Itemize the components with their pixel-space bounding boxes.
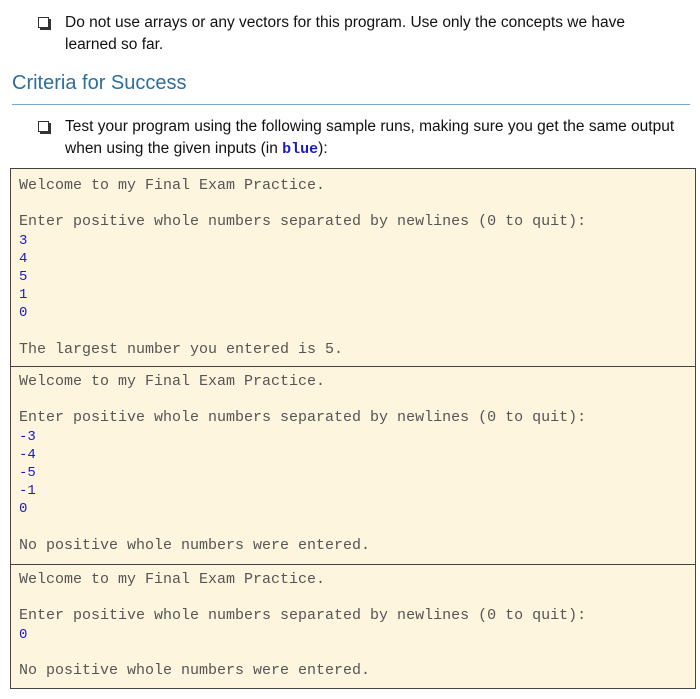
welcome-line: Welcome to my Final Exam Practice.	[19, 177, 326, 194]
result-line: The largest number you entered is 5.	[19, 340, 344, 358]
welcome-line: Welcome to my Final Exam Practice.	[19, 571, 326, 588]
checkbox-icon	[38, 121, 49, 132]
input-line: -1	[19, 483, 36, 500]
input-line: 5	[19, 269, 28, 285]
input-line: -4	[19, 446, 36, 463]
input-line: 0	[19, 501, 28, 518]
sample-run-1	[10, 168, 696, 367]
input-line: 0	[19, 626, 28, 643]
section-divider	[12, 104, 690, 105]
section-title: Criteria for Success	[12, 72, 187, 94]
welcome-line: Welcome to my Final Exam Practice.	[19, 373, 326, 390]
prompt-line: Enter positive whole numbers separated by newlines (0 to quit):	[19, 409, 587, 427]
prompt-line: Enter positive whole numbers separated by newlines (0 to quit):	[19, 607, 587, 625]
sample-run-2	[10, 366, 696, 565]
input-line: 3	[19, 232, 28, 249]
result-line: No positive whole numbers were entered.	[19, 536, 371, 554]
input-line: 4	[19, 250, 28, 267]
bullet-criteria	[38, 116, 678, 161]
bullet-text-before: Test your program using the following sample runs, making sure you get the same output when using the given inputs (in	[65, 118, 675, 157]
input-line: 1	[19, 287, 28, 304]
input-line: -5	[19, 465, 36, 481]
input-line: 0	[19, 305, 28, 322]
sample-run-3	[10, 564, 696, 689]
prompt-line: Enter positive whole numbers separated by newlines (0 to quit):	[19, 213, 587, 231]
bullet-no-arrays	[38, 12, 678, 56]
checkbox-icon	[38, 17, 49, 28]
bullet-text	[65, 116, 678, 161]
bullet-text-after: ):	[318, 140, 328, 157]
bullet-text: Do not use arrays or any vectors for this program. Use only the concepts we have learned so far.	[65, 14, 625, 53]
input-line: -3	[19, 428, 36, 445]
code-word-blue: blue	[282, 141, 319, 158]
result-line: No positive whole numbers were entered.	[19, 661, 371, 679]
